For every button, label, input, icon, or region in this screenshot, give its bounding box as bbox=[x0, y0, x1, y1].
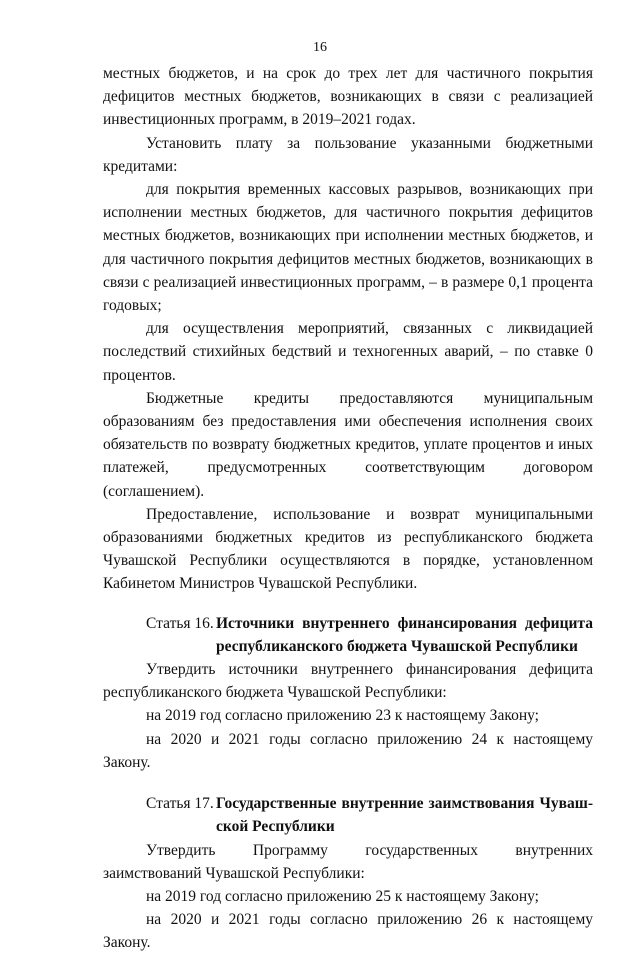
paragraph-5: Бюджетные кредиты предоставляются муниципальным образованиям без предоставления ими обеспечения исполнения своих обязательств по возврату бюджетных кредитов, уплате процентов и иных платежей, предусмотренных соответствующим договором (соглашением). bbox=[103, 389, 593, 500]
paragraph-2: Установить плату за пользование указанными бюджетными кредитами: bbox=[103, 134, 593, 175]
article-16-paragraph-3: на 2020 и 2021 годы согласно приложению 24 к настоящему Закону. bbox=[103, 730, 593, 771]
article-16-paragraph-2: на 2019 год согласно приложению 23 к настоящему Закону; bbox=[146, 707, 539, 725]
paragraph-1: местных бюджетов, и на срок до трех лет для частичного покрытия дефицитов местных бюджетов, возникающих в связи с реализацией инвестиционных программ, в 2019–2021 годах. bbox=[103, 65, 593, 129]
article-16-heading bbox=[103, 612, 593, 658]
paragraph-6: Предоставление, использование и возврат муниципальными образованиями бюджетных кредитов из республиканского бюджета Чувашской Республики осуществляются в порядке, установленном Кабинетом Министров Чувашской Республики. bbox=[103, 505, 593, 593]
article-17-title-line-1: Государственные внутренние заимствования Чуваш- bbox=[216, 795, 593, 813]
paragraph-4: для осуществления мероприятий, связанных с ликвидацией последствий стихийных бедствий и техногенных аварий, – по ставке 0 процентов. bbox=[103, 320, 593, 384]
document-body bbox=[103, 62, 593, 955]
article-17-heading bbox=[103, 792, 593, 838]
article-17-title-line-2: ской Республики bbox=[216, 818, 335, 836]
article-16-paragraph-1: Утвердить источники внутреннего финансирования дефицита республиканского бюджета Чувашской Республики: bbox=[103, 661, 593, 702]
article-16-number: Статья 16. bbox=[146, 614, 214, 632]
article-17-paragraph-1: Утвердить Программу государственных внутренних заимствований Чувашской Республики: bbox=[103, 841, 593, 882]
article-17-paragraph-3: на 2020 и 2021 годы согласно приложению 26 к настоящему Закону. bbox=[103, 911, 593, 952]
page-number: 16 bbox=[313, 40, 327, 55]
paragraph-3: для покрытия временных кассовых разрывов, возникающих при исполнении местных бюджетов, для частичного покрытия дефицитов местных бюджетов, возникающих при исполнении местных бюджетов, и для частичного покрытия дефицитов местных бюджетов, возникающих в связи с реализацией инвестиционных программ, – в размере 0,1 процента годовых; bbox=[103, 181, 593, 315]
article-16-title-line-2: республиканского бюджета Чувашской Республики bbox=[216, 637, 578, 655]
article-17-number: Статья 17. bbox=[146, 795, 214, 813]
article-16-title-line-1: Источники внутреннего финансирования дефицита bbox=[216, 614, 593, 632]
article-17-paragraph-2: на 2019 год согласно приложению 25 к настоящему Закону; bbox=[146, 887, 539, 905]
